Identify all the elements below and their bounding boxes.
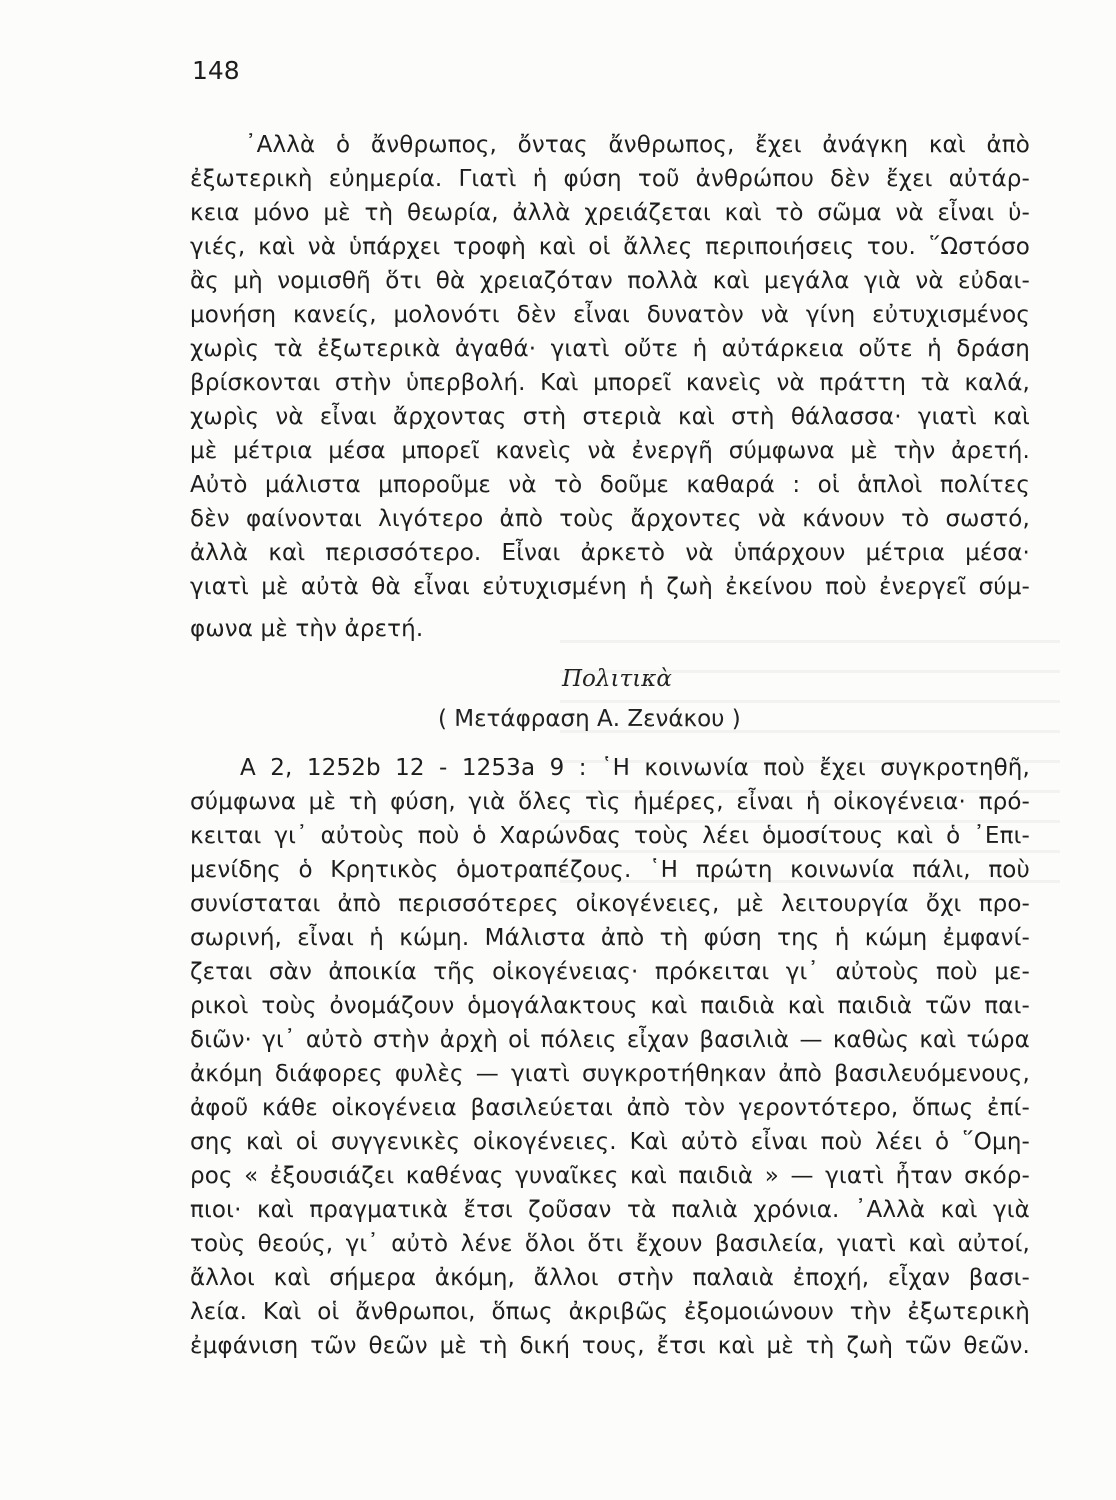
text-line: κειται γι᾽ αὐτοὺς ποὺ ὁ Χαρώνδας τοὺς λέει ὁμοσίτους καὶ ὁ ᾽Επι- [190,823,1030,849]
text-line: ἀκόμη διάφορες φυλὲς — γιατὶ συγκροτήθηκαν ἀπὸ βασιλευόμενους, [190,1061,1030,1087]
text-line: πιοι· καὶ πραγματικὰ ἔτσι ζοῦσαν τὰ παλιὰ χρόνια. ᾽Αλλὰ καὶ γιὰ [190,1197,1030,1223]
text-line: μονήση κανείς, μολονότι δὲν εἶναι δυνατὸν νὰ γίνη εὐτυχισμένος [190,302,1030,328]
section-heading: Πολιτικὰ [562,666,672,692]
text-line: ἀλλὰ καὶ περισσότερο. Εἶναι ἀρκετὸ νὰ ὑπάρχουν μέτρια μέσα· [190,540,1030,566]
text-line: φωνα μὲ τὴν ἀρετή. [190,616,424,642]
text-line: σωρινή, εἶναι ἡ κώμη. Μάλιστα ἀπὸ τὴ φύση της ἡ κώμη ἐμφανί- [190,925,1030,951]
text-line: μενίδης ὁ Κρητικὸς ὁμοτραπέζους. ῾Η πρώτη κοινωνία πάλι, ποὺ [190,857,1030,883]
text-line: χωρὶς τὰ ἐξωτερικὰ ἀγαθά· γιατὶ οὔτε ἡ αὐτάρκεια οὔτε ἡ δράση [190,336,1030,362]
text-line: κεια μόνο μὲ τὴ θεωρία, ἀλλὰ χρειάζεται καὶ τὸ σῶμα νὰ εἶναι ὑ- [190,200,1030,226]
translator-credit: ( Μετάφραση Α. Ζενάκου ) [438,706,741,732]
text-line: ἐξωτερικὴ εὐημερία. Γιατὶ ἡ φύση τοῦ ἀνθρώπου δὲν ἔχει αὐτάρ- [190,166,1030,192]
text-line: χωρὶς νὰ εἶναι ἄρχοντας στὴ στεριὰ καὶ στὴ θάλασσα· γιατὶ καὶ [190,404,1030,430]
text-line: ἂς μὴ νομισθῆ ὅτι θὰ χρειαζόταν πολλὰ καὶ μεγάλα γιὰ νὰ εὐδαι- [190,268,1030,294]
text-line: τοὺς θεούς, γι᾽ αὐτὸ λένε ὅλοι ὅτι ἔχουν βασιλεία, γιατὶ καὶ αὐτοί, [190,1231,1030,1257]
text-line: ἀφοῦ κάθε οἰκογένεια βασιλεύεται ἀπὸ τὸν γεροντότερο, ὅπως ἐπί- [190,1095,1030,1121]
text-line: λεία. Καὶ οἱ ἄνθρωποι, ὅπως ἀκριβῶς ἐξομοιώνουν τὴν ἐξωτερικὴ [190,1299,1030,1325]
text-line: ρος « ἐξουσιάζει καθένας γυναῖκες καὶ παιδιὰ » — γιατὶ ἦταν σκόρ- [190,1163,1030,1189]
text-line: ζεται σὰν ἀποικία τῆς οἰκογένειας· πρόκειται γι᾽ αὐτοὺς ποὺ με- [190,959,1030,985]
text-line: γιατὶ μὲ αὐτὰ θὰ εἶναι εὐτυχισμένη ἡ ζωὴ ἐκείνου ποὺ ἐνεργεῖ σύμ- [190,574,1030,600]
text-line: ἄλλοι καὶ σήμερα ἀκόμη, ἄλλοι στὴν παλαιὰ ἐποχή, εἶχαν βασι- [190,1265,1030,1291]
text-line: ρικοὶ τοὺς ὀνομάζουν ὁμογάλακτους καὶ παιδιὰ καὶ παιδιὰ τῶν παι- [190,993,1030,1019]
page-number: 148 [192,56,240,85]
text-line: σύμφωνα μὲ τὴ φύση, γιὰ ὅλες τὶς ἡμέρες, εἶναι ἡ οἰκογένεια· πρό- [190,789,1030,815]
text-line: Α 2, 1252b 12 - 1253a 9 : ῾Η κοινωνία ποὺ ἔχει συγκροτηθῆ, [240,755,1030,781]
text-line: συνίσταται ἀπὸ περισσότερες οἰκογένειες, μὲ λειτουργία ὄχι προ- [190,891,1030,917]
text-line: γιές, καὶ νὰ ὑπάρχει τροφὴ καὶ οἱ ἄλλες περιποιήσεις του. ῞Ωστόσο [190,234,1030,260]
text-line: δὲν φαίνονται λιγότερο ἀπὸ τοὺς ἄρχοντες νὰ κάνουν τὸ σωστό, [190,506,1030,532]
text-line: μὲ μέτρια μέσα μπορεῖ κανεὶς νὰ ἐνεργῆ σύμφωνα μὲ τὴν ἀρετή. [190,438,1030,464]
text-line: Αὐτὸ μάλιστα μποροῦμε νὰ τὸ δοῦμε καθαρά : οἱ ἁπλοὶ πολίτες [190,472,1030,498]
text-line: ᾽Αλλὰ ὁ ἄνθρωπος, ὄντας ἄνθρωπος, ἔχει ἀνάγκη καὶ ἀπὸ [245,132,1030,158]
text-line: διῶν· γι᾽ αὐτὸ στὴν ἀρχὴ οἱ πόλεις εἶχαν βασιλιὰ — καθὼς καὶ τώρα [190,1027,1030,1053]
text-line: σης καὶ οἱ συγγενικὲς οἰκογένειες. Καὶ αὐτὸ εἶναι ποὺ λέει ὁ ῞Ομη- [190,1129,1030,1155]
text-line: βρίσκονται στὴν ὑπερβολή. Καὶ μπορεῖ κανεὶς νὰ πράττη τὰ καλά, [190,370,1030,396]
text-line: ἐμφάνιση τῶν θεῶν μὲ τὴ δική τους, ἔτσι καὶ μὲ τὴ ζωὴ τῶν θεῶν. [190,1333,1030,1359]
